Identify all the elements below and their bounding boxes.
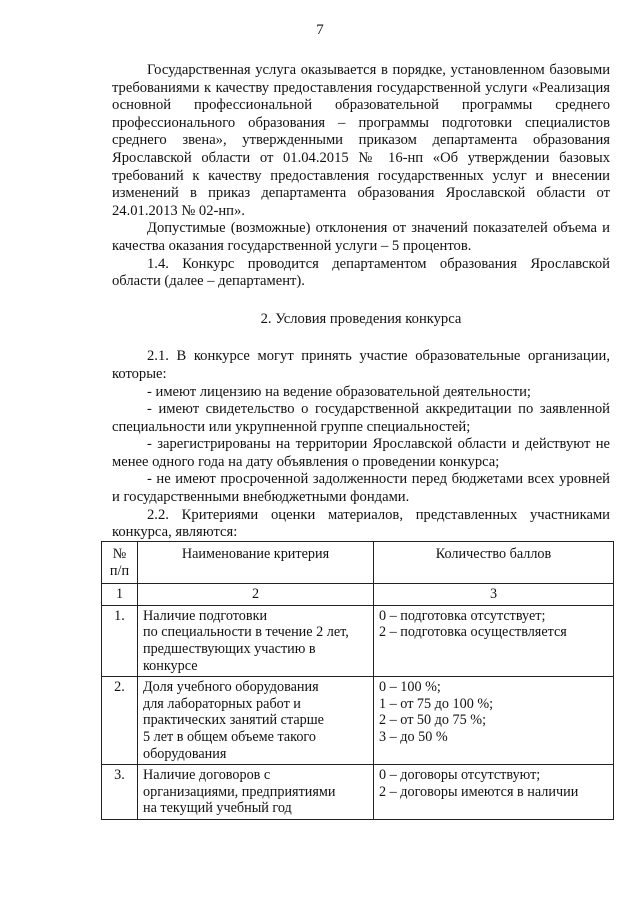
points-line: 2 – подготовка осуществляется <box>379 624 567 641</box>
criterion-line: конкурсе <box>143 657 198 674</box>
criterion-line: для лабораторных работ и <box>143 695 301 712</box>
points-line: 2 – от 50 до 75 %; <box>379 712 487 729</box>
condition-no-debt: - не имеют просроченной задолженности перед бюджетами всех уровней и государственными внебюджетными фондами. <box>112 471 610 506</box>
points-line: 3 – до 50 % <box>379 728 448 745</box>
criterion-line: Наличие договоров с <box>143 767 271 784</box>
paragraph-participants: 2.1. В конкурсе могут принять участие образовательные организации, которые: <box>112 348 610 382</box>
points-line: 0 – 100 %; <box>379 679 441 696</box>
header-points: Количество баллов <box>374 542 614 584</box>
criterion-line: по специальности в течение 2 лет, <box>143 624 349 641</box>
criterion-line: 5 лет в общем объеме такого <box>143 728 316 745</box>
condition-accreditation: - имеют свидетельство о государственной аккредитации по заявленной специальности или укрупненной группе специальностей; <box>112 401 610 435</box>
document-body <box>112 62 610 542</box>
header-number: № п/п <box>102 542 138 584</box>
criterion-line: предшествующих участию в <box>143 640 316 657</box>
paragraph-deviation: Допустимые (возможные) отклонения от значений показателей объема и качества оказания государственной услуги – 5 процентов. <box>112 220 610 254</box>
paragraph-service-order: Государственная услуга оказывается в порядке, установленном базовыми требованиями к качеству предоставления государственной услуги «Реализация основной профессиональной образовательной программы среднего профессионального образования – программы подготовки специалистов среднего звена», утвержденными приказом департамента образования Ярославской области от 01.04.2015 № 16-нп «Об утверждении базовых требований к качеству предоставления государственных услуг и внесении изменений в приказ департамента образования Ярославской области от 24.01.2013 № 02-нп». <box>112 62 610 219</box>
criterion-name <box>138 765 374 820</box>
criterion-line: на текущий учебный год <box>143 800 292 817</box>
criterion-line: Доля учебного оборудования <box>143 679 319 696</box>
paragraph-organizer: 1.4. Конкурс проводится департаментом образования Ярославской области (далее – департамент). <box>112 255 610 290</box>
index-cell: 2 <box>138 584 374 606</box>
row-number: 1. <box>102 605 138 676</box>
criterion-name <box>138 605 374 676</box>
table-header-row <box>102 542 614 584</box>
table-row <box>102 765 614 820</box>
criterion-points <box>374 765 614 820</box>
points-line: 0 – подготовка отсутствует; <box>379 607 546 624</box>
criterion-line: практических занятий старше <box>143 712 324 729</box>
page-number: 7 <box>316 22 324 38</box>
section-heading: 2. Условия проведения конкурса <box>260 310 462 327</box>
criterion-name <box>138 677 374 765</box>
condition-registration: - зарегистрированы на территории Ярославской области и действуют не менее одного года на дату объявления о проведении конкурса; <box>112 436 610 470</box>
criterion-line: Наличие подготовки <box>143 607 268 624</box>
header-criterion: Наименование критерия <box>138 542 374 584</box>
paragraph-criteria-intro: 2.2. Критериями оценки материалов, представленных участниками конкурса, являются: <box>112 506 610 541</box>
index-cell: 1 <box>102 584 138 606</box>
row-number: 3. <box>102 765 138 820</box>
criteria-table <box>101 541 614 820</box>
table-index-row <box>102 584 614 606</box>
points-line: 2 – договоры имеются в наличии <box>379 783 579 800</box>
criterion-line: оборудования <box>143 745 227 762</box>
condition-license: - имеют лицензию на ведение образовательной деятельности; <box>147 383 531 400</box>
criterion-points <box>374 677 614 765</box>
criterion-points <box>374 605 614 676</box>
points-line: 0 – договоры отсутствуют; <box>379 767 541 784</box>
index-cell: 3 <box>374 584 614 606</box>
row-number: 2. <box>102 677 138 765</box>
table-row <box>102 677 614 765</box>
criterion-line: организациями, предприятиями <box>143 783 336 800</box>
points-line: 1 – от 75 до 100 %; <box>379 695 494 712</box>
table-row <box>102 605 614 676</box>
